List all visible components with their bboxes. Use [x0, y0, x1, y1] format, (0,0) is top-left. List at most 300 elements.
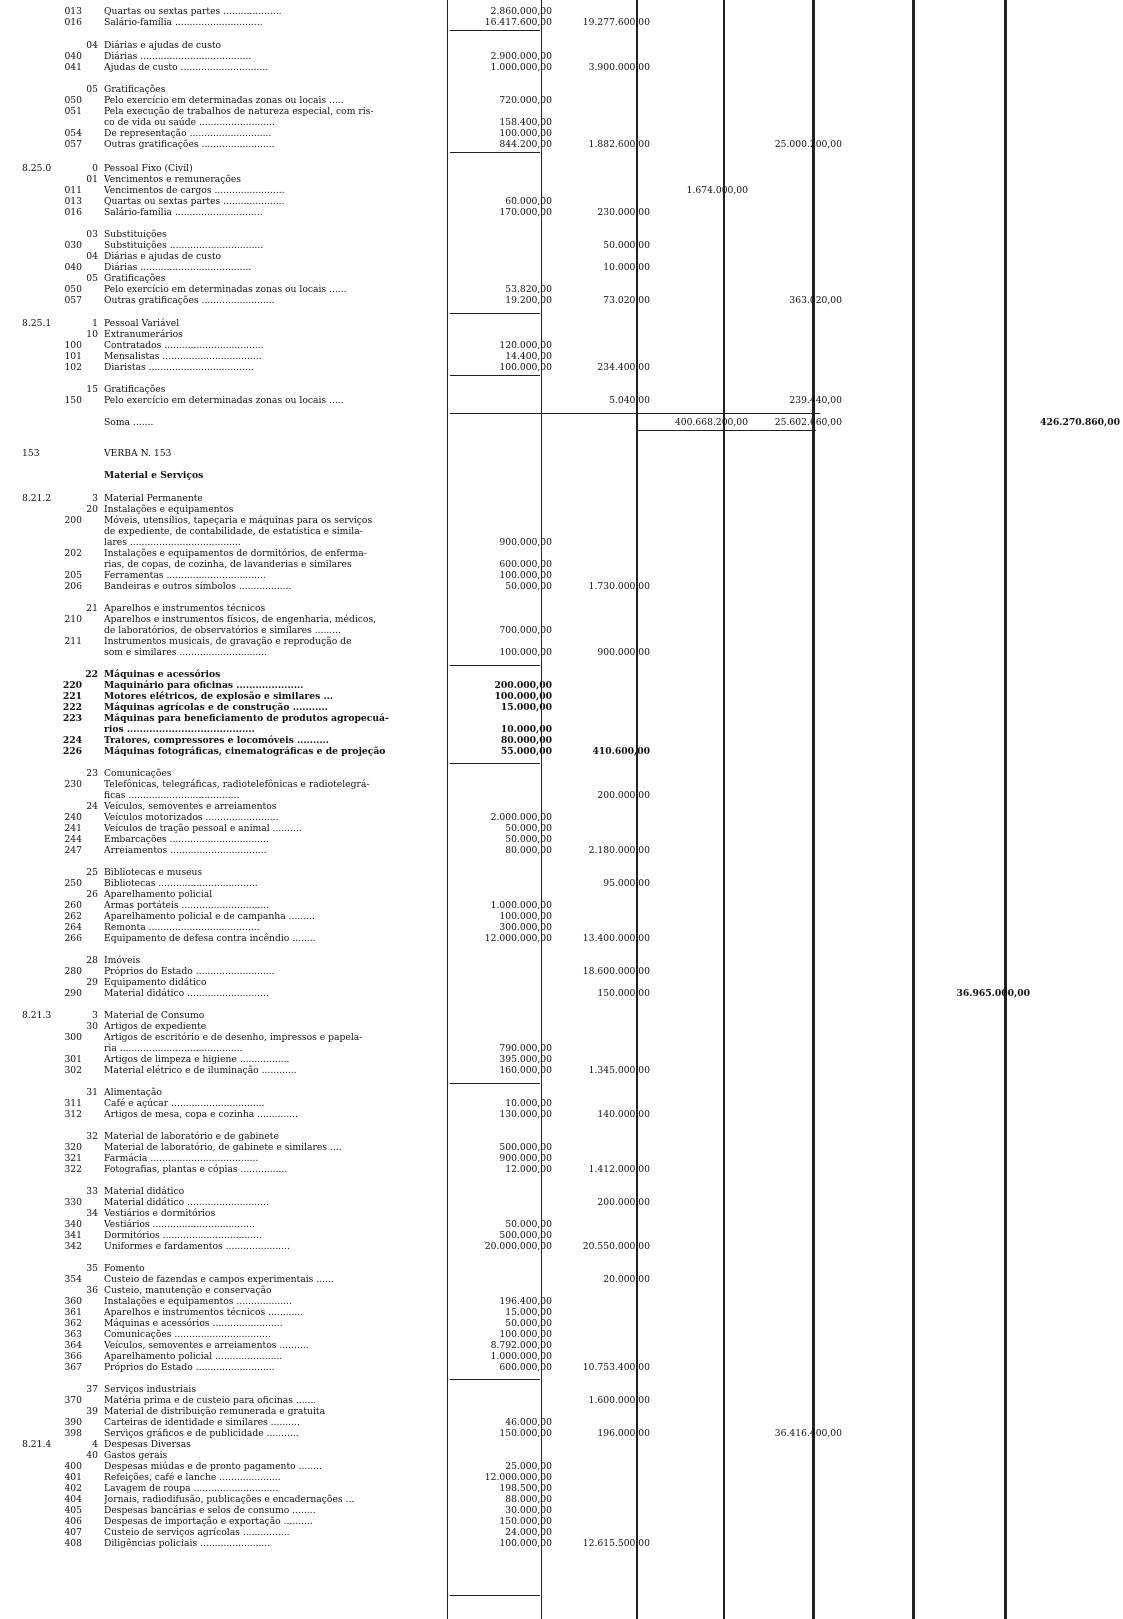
- item-description: Gastos gerais: [104, 1450, 168, 1461]
- table-row: [0, 845, 1123, 856]
- item-description: Despesas Diversas: [104, 1439, 191, 1450]
- table-row: [0, 614, 1123, 625]
- item-code: 322: [64, 1164, 82, 1175]
- item-value: 2.860.000,00: [490, 6, 552, 17]
- table-row: [0, 889, 1123, 900]
- item-code: 016: [64, 207, 82, 218]
- item-description: Aparelhos e instrumentos técnicos: [104, 603, 266, 614]
- item-code: 101: [64, 351, 82, 362]
- item-description: Tratores, compressores e locomóveis ..........: [104, 735, 329, 746]
- table-row: [0, 117, 1123, 128]
- item-code: 050: [64, 284, 82, 295]
- table-row: [0, 526, 1123, 537]
- classification-code: 8.25.0: [22, 163, 52, 174]
- table-row: [0, 163, 1123, 174]
- section-total: 25.000.200,00: [774, 139, 842, 150]
- item-value: 50.000,00: [505, 1318, 552, 1329]
- item-value: 844.200,00: [499, 139, 552, 150]
- item-code: 226: [62, 746, 82, 757]
- table-row: [0, 933, 1123, 944]
- table-row: [0, 515, 1123, 526]
- item-description: Gratificações: [104, 273, 166, 284]
- item-code: 250: [64, 878, 82, 889]
- table-row: [0, 911, 1123, 922]
- table-row: [0, 1142, 1123, 1153]
- item-description: Maquinário para oficinas .....................: [104, 680, 304, 691]
- table-row: [0, 1384, 1123, 1395]
- table-row: [0, 1197, 1123, 1208]
- table-row: [0, 537, 1123, 548]
- item-description: Aparelhos e instrumentos físicos, de engenharia, médicos,: [104, 614, 377, 625]
- item-description: Outras gratificações .........................: [104, 139, 275, 150]
- item-code: 311: [64, 1098, 82, 1109]
- item-code: 230: [64, 779, 82, 790]
- subgroup-code: 21: [86, 603, 98, 614]
- item-code: 054: [64, 128, 82, 139]
- item-code: 407: [64, 1527, 82, 1538]
- item-description: Diárias ......................................: [104, 262, 252, 273]
- table-row: [0, 1406, 1123, 1417]
- item-description: rias, de copas, de cozinha, de lavanderias e similares: [104, 559, 352, 570]
- item-description: Aparelhamento policial: [104, 889, 213, 900]
- table-row: [0, 647, 1123, 658]
- subgroup-code: 29: [86, 977, 98, 988]
- table-row: [0, 284, 1123, 295]
- subgroup-code: 05: [86, 84, 98, 95]
- soma-rule: [450, 413, 820, 414]
- table-row: [0, 988, 1123, 999]
- subtotal-rule: [450, 763, 540, 764]
- table-row: [0, 1054, 1123, 1065]
- table-row: [0, 834, 1123, 845]
- item-value: 16.417.600,00: [484, 17, 552, 28]
- table-row: [0, 1362, 1123, 1373]
- subtotal-rule: [450, 30, 540, 31]
- subtotal-value: 10.000,00: [603, 262, 650, 273]
- table-row: [0, 548, 1123, 559]
- table-row: [0, 955, 1123, 966]
- subgroup-code: 30: [86, 1021, 98, 1032]
- item-description: Pelo exercício em determinadas zonas ou locais ......: [104, 284, 347, 295]
- table-row: [0, 417, 1123, 428]
- subgroup-code: 24: [86, 801, 98, 812]
- table-row: [0, 196, 1123, 207]
- table-row: [0, 636, 1123, 647]
- item-description: rios ........................................: [104, 724, 255, 735]
- item-description: Móveis, utensílios, tapeçaria e máquinas para os serviços: [104, 515, 373, 526]
- item-code: 361: [64, 1307, 82, 1318]
- subtotal-value: 234.400,00: [597, 362, 650, 373]
- table-row: [0, 691, 1123, 702]
- subgroup-code: 39: [86, 1406, 98, 1417]
- item-code: 302: [64, 1065, 82, 1076]
- item-description: Veículos, semoventes e arreiamentos ..........: [104, 1340, 309, 1351]
- table-row: [0, 340, 1123, 351]
- table-row: [0, 713, 1123, 724]
- subtotal-value: 19.277.600,00: [582, 17, 650, 28]
- item-value: 100.000,00: [499, 570, 552, 581]
- item-description: Armas portáteis ..............................: [104, 900, 270, 911]
- item-code: 040: [64, 51, 82, 62]
- table-row: [0, 1241, 1123, 1252]
- subgroup-code: 31: [86, 1087, 98, 1098]
- item-description: Fotografias, plantas e cópias ................: [104, 1164, 288, 1175]
- table-row: [0, 669, 1123, 680]
- table-row: [0, 1285, 1123, 1296]
- subgroup-code: 32: [86, 1131, 98, 1142]
- classification-code: 153: [22, 448, 40, 459]
- item-code: 220: [62, 680, 82, 691]
- item-value: 60.000,00: [505, 196, 552, 207]
- item-value: 100.000,00: [499, 1329, 552, 1340]
- item-value: 80.000,00: [500, 735, 552, 746]
- item-description: Bibliotecas ..................................: [104, 878, 258, 889]
- table-row: [0, 768, 1123, 779]
- table-row: [0, 1351, 1123, 1362]
- item-value: 1.000.000,00: [490, 900, 552, 911]
- item-description: Material de laboratório, de gabinete e similares ....: [104, 1142, 342, 1153]
- table-row: [0, 900, 1123, 911]
- item-description: Despesas bancárias e selos de consumo ........: [104, 1505, 316, 1516]
- item-value: 300.000,00: [499, 922, 552, 933]
- table-row: [0, 1043, 1123, 1054]
- subtotal-value: 1.345.000,00: [588, 1065, 650, 1076]
- item-description: Comunicações: [104, 768, 172, 779]
- item-description: Material e Serviços: [104, 470, 204, 481]
- item-description: Aparelhamento policial .......................: [104, 1351, 283, 1362]
- item-value: 15.000,00: [505, 1307, 552, 1318]
- item-code: 264: [64, 922, 82, 933]
- table-row: [0, 966, 1123, 977]
- item-value: 1.000.000,00: [490, 1351, 552, 1362]
- item-description: Quartas ou sextas partes .....................: [104, 196, 285, 207]
- item-value: 12.000.000,00: [484, 1472, 552, 1483]
- table-row: [0, 922, 1123, 933]
- item-code: 041: [64, 62, 82, 73]
- table-row: [0, 1065, 1123, 1076]
- subgroup-code: 3: [92, 493, 98, 504]
- item-value: 24.000,00: [505, 1527, 552, 1538]
- item-description: Vestiários ...................................: [104, 1219, 255, 1230]
- table-row: [0, 1516, 1123, 1527]
- item-code: 210: [64, 614, 82, 625]
- item-description: Material de distribuição remunerada e gratuita: [104, 1406, 326, 1417]
- subgroup-code: 01: [86, 174, 98, 185]
- item-description: Salário-família ..............................: [104, 17, 263, 28]
- item-description: Custeio de serviços agrícolas ................: [104, 1527, 290, 1538]
- item-value: 130.000,00: [499, 1109, 552, 1120]
- item-description: Diárias ......................................: [104, 51, 252, 62]
- subtotal-rule: [450, 665, 540, 666]
- table-row: [0, 680, 1123, 691]
- table-row: [0, 1153, 1123, 1164]
- subtotal-value: 73.020,00: [603, 295, 650, 306]
- item-value: 100.000,00: [499, 911, 552, 922]
- item-value: 1.000.000,00: [490, 62, 552, 73]
- subtotal-rule: [450, 375, 540, 376]
- subgroup-code: 33: [86, 1186, 98, 1197]
- item-description: Pelo exercício em determinadas zonas ou locais .....: [104, 395, 344, 406]
- subtotal-value: 13.400.000,00: [582, 933, 650, 944]
- item-code: 206: [64, 581, 82, 592]
- item-value: 395.000,00: [499, 1054, 552, 1065]
- item-description: Ferramentas ..................................: [104, 570, 266, 581]
- subgroup-code: 10: [86, 329, 98, 340]
- subgroup-code: 37: [86, 1384, 98, 1395]
- subgroup-code: 04: [86, 251, 98, 262]
- item-description: Custeio, manutenção e conservação: [104, 1285, 272, 1296]
- item-code: 262: [64, 911, 82, 922]
- item-description: Bandeiras e outros símbolos ..................: [104, 581, 292, 592]
- item-code: 340: [64, 1219, 82, 1230]
- classification-code: 8.21.2: [22, 493, 52, 504]
- item-code: 013: [64, 196, 82, 207]
- table-row: [0, 62, 1123, 73]
- item-description: ria ..........................................: [104, 1043, 243, 1054]
- item-value: 100.000,00: [494, 691, 552, 702]
- table-row: [0, 1087, 1123, 1098]
- item-value: 2.900.000,00: [490, 51, 552, 62]
- section-total: 239.440,00: [789, 395, 842, 406]
- item-value: 500.000,00: [499, 1230, 552, 1241]
- item-code: 224: [62, 735, 82, 746]
- classification-code: 8.21.4: [22, 1439, 52, 1450]
- item-description: lares ......................................: [104, 537, 241, 548]
- item-value: 198.500,00: [499, 1483, 552, 1494]
- item-description: co de vida ou saúde ..........................: [104, 117, 275, 128]
- subtotal-rule: [450, 152, 540, 153]
- item-value: 900.000,00: [499, 1153, 552, 1164]
- item-description: Aparelhamento policial e de campanha .........: [104, 911, 315, 922]
- table-row: [0, 106, 1123, 117]
- table-row: [0, 318, 1123, 329]
- table-row: [0, 1296, 1123, 1307]
- table-row: [0, 1395, 1123, 1406]
- subtotal-value: 20.550.000,00: [582, 1241, 650, 1252]
- item-description: Material de laboratório e de gabinete: [104, 1131, 279, 1142]
- item-code: 100: [64, 340, 82, 351]
- table-row: [0, 1340, 1123, 1351]
- item-description: De representação ............................: [104, 128, 272, 139]
- item-value: 100.000,00: [499, 1538, 552, 1549]
- item-description: Lavagem de roupa .............................: [104, 1483, 279, 1494]
- section-total: 36.416.400,00: [774, 1428, 842, 1439]
- item-description: Equipamento de defesa contra incêndio ........: [104, 933, 316, 944]
- table-row: [0, 448, 1123, 459]
- item-description: Pela execução de trabalhos de natureza especial, com ris-: [104, 106, 374, 117]
- item-description: Gratificações: [104, 384, 166, 395]
- subgroup-code: 4: [92, 1439, 98, 1450]
- item-description: Pessoal Fixo (Civil): [104, 163, 193, 174]
- item-description: Artigos de mesa, copa e cozinha ..............: [104, 1109, 299, 1120]
- item-description: Máquinas e acessórios ........................: [104, 1318, 283, 1329]
- item-description: Comunicações .................................: [104, 1329, 271, 1340]
- item-description: Máquinas e acessórios: [104, 669, 221, 680]
- item-description: Bibliotecas e museus: [104, 867, 203, 878]
- item-description: Substituições: [104, 229, 167, 240]
- item-value: 30.000,00: [505, 1505, 552, 1516]
- subgroup-code: 04: [86, 40, 98, 51]
- table-row: [0, 139, 1123, 150]
- item-description: Arreiamentos .................................: [104, 845, 267, 856]
- item-description: Equipamento didático: [104, 977, 207, 988]
- item-code: 321: [64, 1153, 82, 1164]
- item-value: 50.000,00: [505, 1219, 552, 1230]
- table-row: [0, 570, 1123, 581]
- item-code: 400: [64, 1461, 82, 1472]
- item-code: 051: [64, 106, 82, 117]
- item-value: 20.000.000,00: [484, 1241, 552, 1252]
- subgroup-code: 34: [86, 1208, 98, 1219]
- table-row: [0, 273, 1123, 284]
- table-row: [0, 1472, 1123, 1483]
- table-row: [0, 17, 1123, 28]
- subgroup-code: 36: [86, 1285, 98, 1296]
- item-code: 223: [62, 713, 82, 724]
- item-description: Diligências policiais ........................: [104, 1538, 271, 1549]
- item-description: Fomento: [104, 1263, 145, 1274]
- table-row: [0, 779, 1123, 790]
- table-row: [0, 262, 1123, 273]
- subtotal-value: 18.600.000,00: [582, 966, 650, 977]
- item-description: Instalações e equipamentos ...................: [104, 1296, 292, 1307]
- item-description: Quartas ou sextas partes ....................: [104, 6, 282, 17]
- table-row: [0, 128, 1123, 139]
- verba-total: 36.965.000,00: [956, 988, 1030, 999]
- item-value: 50.000,00: [505, 834, 552, 845]
- subgroup-code: 1: [92, 318, 98, 329]
- table-row: [0, 351, 1123, 362]
- item-code: 050: [64, 95, 82, 106]
- group-total: 400.668.200,00: [674, 417, 748, 428]
- item-description: Material didático ............................: [104, 988, 269, 999]
- item-code: 260: [64, 900, 82, 911]
- item-code: 301: [64, 1054, 82, 1065]
- item-description: Jornais, radiodifusão, publicações e encadernações ...: [104, 1494, 355, 1505]
- item-description: Veículos, semoventes e arreiamentos: [104, 801, 277, 812]
- item-code: 247: [64, 845, 82, 856]
- table-row: [0, 702, 1123, 713]
- subtotal-value: 230.000,00: [597, 207, 650, 218]
- item-code: 406: [64, 1516, 82, 1527]
- subtotal-value: 410.600,00: [592, 746, 650, 757]
- item-code: 398: [64, 1428, 82, 1439]
- subtotal-value: 2.180.000,00: [588, 845, 650, 856]
- table-row: [0, 1450, 1123, 1461]
- item-description: Pelo exercício em determinadas zonas ou locais .....: [104, 95, 344, 106]
- item-code: 342: [64, 1241, 82, 1252]
- table-row: [0, 1109, 1123, 1120]
- item-description: Serviços gráficos e de publicidade ...........: [104, 1428, 299, 1439]
- item-code: 280: [64, 966, 82, 977]
- table-row: [0, 95, 1123, 106]
- table-row: [0, 1032, 1123, 1043]
- item-description: Custeio de fazendas e campos experimentais ......: [104, 1274, 334, 1285]
- item-value: 600.000,00: [499, 559, 552, 570]
- subtotal-value: 196.000,00: [597, 1428, 650, 1439]
- item-description: Artigos de expediente: [104, 1021, 207, 1032]
- subtotal-value: 140.000,00: [597, 1109, 650, 1120]
- table-row: [0, 801, 1123, 812]
- item-description: Motores elétricos, de explosão e similares ...: [104, 691, 334, 702]
- item-description: Carteiras de identidade e similares ..........: [104, 1417, 300, 1428]
- item-value: 900.000,00: [499, 537, 552, 548]
- item-value: 80.000,00: [505, 845, 552, 856]
- item-description: Vencimentos e remunerações: [104, 174, 242, 185]
- table-row: [0, 1021, 1123, 1032]
- item-code: 354: [64, 1274, 82, 1285]
- group-total: 1.674.000,00: [686, 185, 748, 196]
- item-value: 14.400,00: [505, 351, 552, 362]
- item-value: 100.000,00: [499, 362, 552, 373]
- table-row: [0, 295, 1123, 306]
- item-code: 241: [64, 823, 82, 834]
- item-value: 120.000,00: [499, 340, 552, 351]
- item-description: de laboratórios, de observatórios e similares .........: [104, 625, 341, 636]
- item-code: 364: [64, 1340, 82, 1351]
- item-value: 600.000,00: [499, 1362, 552, 1373]
- item-value: 15.000,00: [500, 702, 552, 713]
- item-code: 405: [64, 1505, 82, 1516]
- item-code: 200: [64, 515, 82, 526]
- subgroup-code: 03: [86, 229, 98, 240]
- subtotal-rule: [450, 313, 540, 314]
- item-description: Instrumentos musicais, de gravação e reprodução de: [104, 636, 352, 647]
- subtotal-value: 1.600.000,00: [588, 1395, 650, 1406]
- item-code: 240: [64, 812, 82, 823]
- table-row: [0, 229, 1123, 240]
- item-code: 370: [64, 1395, 82, 1406]
- item-code: 408: [64, 1538, 82, 1549]
- subgroup-code: 26: [86, 889, 98, 900]
- table-row: [0, 395, 1123, 406]
- item-description: Material de Consumo: [104, 1010, 205, 1021]
- item-code: 205: [64, 570, 82, 581]
- item-value: 12.000,00: [505, 1164, 552, 1175]
- item-value: 150.000,00: [499, 1428, 552, 1439]
- item-description: Vencimentos de cargos ........................: [104, 185, 285, 196]
- table-row: [0, 1318, 1123, 1329]
- item-code: 367: [64, 1362, 82, 1373]
- item-description: Diaristas ....................................: [104, 362, 254, 373]
- item-description: Diárias e ajudas de custo: [104, 251, 222, 262]
- table-row: [0, 746, 1123, 757]
- item-code: 222: [62, 702, 82, 713]
- subgroup-code: 35: [86, 1263, 98, 1274]
- table-row: [0, 790, 1123, 801]
- item-code: 390: [64, 1417, 82, 1428]
- item-code: 404: [64, 1494, 82, 1505]
- item-description: Material Permanente: [104, 493, 203, 504]
- table-row: [0, 174, 1123, 185]
- table-row: [0, 878, 1123, 889]
- item-value: 170.000,00: [499, 207, 552, 218]
- item-value: 8.792.000,00: [490, 1340, 552, 1351]
- table-row: [0, 735, 1123, 746]
- item-code: 366: [64, 1351, 82, 1362]
- item-value: 160.000,00: [499, 1065, 552, 1076]
- item-value: 100.000,00: [499, 128, 552, 139]
- subtotal-value: 150.000,00: [597, 988, 650, 999]
- item-description: Soma .......: [104, 417, 154, 428]
- item-value: 50.000,00: [505, 581, 552, 592]
- item-value: 200.000,00: [494, 680, 552, 691]
- subtotal-value: 50.000,00: [603, 240, 650, 251]
- item-code: 150: [64, 395, 82, 406]
- subgroup-code: 22: [85, 669, 98, 680]
- item-description: Serviços industriais: [104, 1384, 197, 1395]
- item-description: Instalações e equipamentos: [104, 504, 234, 515]
